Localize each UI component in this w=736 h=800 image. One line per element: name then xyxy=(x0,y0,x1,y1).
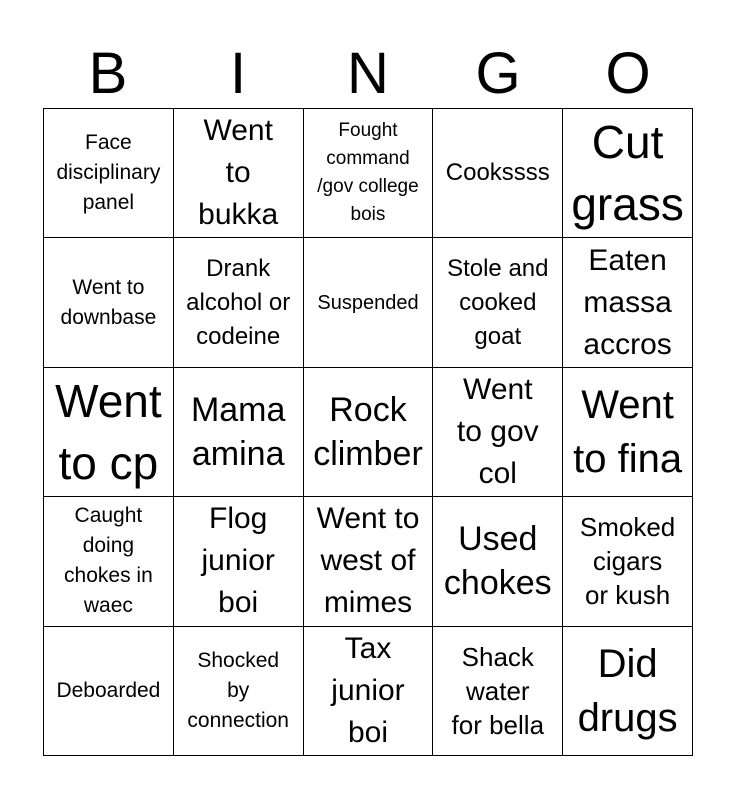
bingo-cell[interactable] xyxy=(563,627,693,756)
cell-text: Fought command /gov college bois xyxy=(317,120,419,226)
cell-text: Went to gov col xyxy=(456,372,539,490)
cell-text: Went to cp xyxy=(55,374,162,489)
cell-text: Went to west of mimes xyxy=(316,502,420,620)
bingo-cell[interactable] xyxy=(304,238,434,367)
cell-text: Did drugs xyxy=(577,641,678,740)
bingo-cell[interactable] xyxy=(174,238,304,367)
bingo-cell[interactable] xyxy=(433,238,563,367)
cell-text: Face disciplinary panel xyxy=(56,131,161,215)
cell-text: Went to fina xyxy=(573,382,683,481)
cell-text: Drank alcohol or codeine xyxy=(186,254,291,350)
bingo-cell[interactable] xyxy=(304,627,434,756)
bingo-cell[interactable] xyxy=(44,627,174,756)
bingo-cell[interactable] xyxy=(433,627,563,756)
cell-text: Cookssss xyxy=(445,159,550,187)
bingo-cell[interactable] xyxy=(433,109,563,238)
cell-text: Suspended xyxy=(317,291,419,314)
cell-text: Rock climber xyxy=(313,390,423,473)
header-letter-n: N xyxy=(347,41,389,106)
bingo-cell[interactable] xyxy=(174,368,304,497)
cell-text: Smoked cigars or kush xyxy=(579,512,676,611)
bingo-cell[interactable] xyxy=(563,497,693,626)
cell-text: Deboarded xyxy=(56,678,161,702)
cell-text: Went to downbase xyxy=(60,275,157,329)
bingo-cell[interactable] xyxy=(44,368,174,497)
cell-text: Went to bukka xyxy=(198,114,279,232)
bingo-cell[interactable] xyxy=(304,368,434,497)
bingo-cell[interactable] xyxy=(304,109,434,238)
bingo-cell[interactable] xyxy=(433,368,563,497)
cell-text: Used chokes xyxy=(443,520,552,603)
header-letter-o: O xyxy=(605,41,651,106)
bingo-cell[interactable] xyxy=(563,109,693,238)
bingo-cell[interactable] xyxy=(563,368,693,497)
bingo-cell[interactable] xyxy=(174,497,304,626)
bingo-header xyxy=(43,40,693,108)
bingo-cell[interactable] xyxy=(304,497,434,626)
header-letter-i: I xyxy=(229,41,247,106)
bingo-board xyxy=(43,108,693,756)
bingo-cell[interactable] xyxy=(433,497,563,626)
cell-text: Mama amina xyxy=(190,390,286,473)
cell-text: Stole and cooked goat xyxy=(447,254,549,350)
cell-text: Cut grass xyxy=(571,116,684,231)
cell-text: Shack water for bella xyxy=(451,641,545,740)
cell-text: Shocked by connection xyxy=(187,648,289,732)
header-letter-b: B xyxy=(88,41,128,106)
bingo-cell[interactable] xyxy=(174,627,304,756)
cell-text: Eaten massa accros xyxy=(583,243,672,361)
header-letter-g: G xyxy=(475,41,521,106)
bingo-cell[interactable] xyxy=(44,109,174,238)
cell-text: Caught doing chokes in waec xyxy=(64,504,153,618)
cell-text: Tax junior boi xyxy=(331,631,405,749)
bingo-cell[interactable] xyxy=(44,497,174,626)
bingo-cell[interactable] xyxy=(44,238,174,367)
bingo-cell[interactable] xyxy=(563,238,693,367)
bingo-cell[interactable] xyxy=(174,109,304,238)
cell-text: Flog junior boi xyxy=(201,502,275,620)
